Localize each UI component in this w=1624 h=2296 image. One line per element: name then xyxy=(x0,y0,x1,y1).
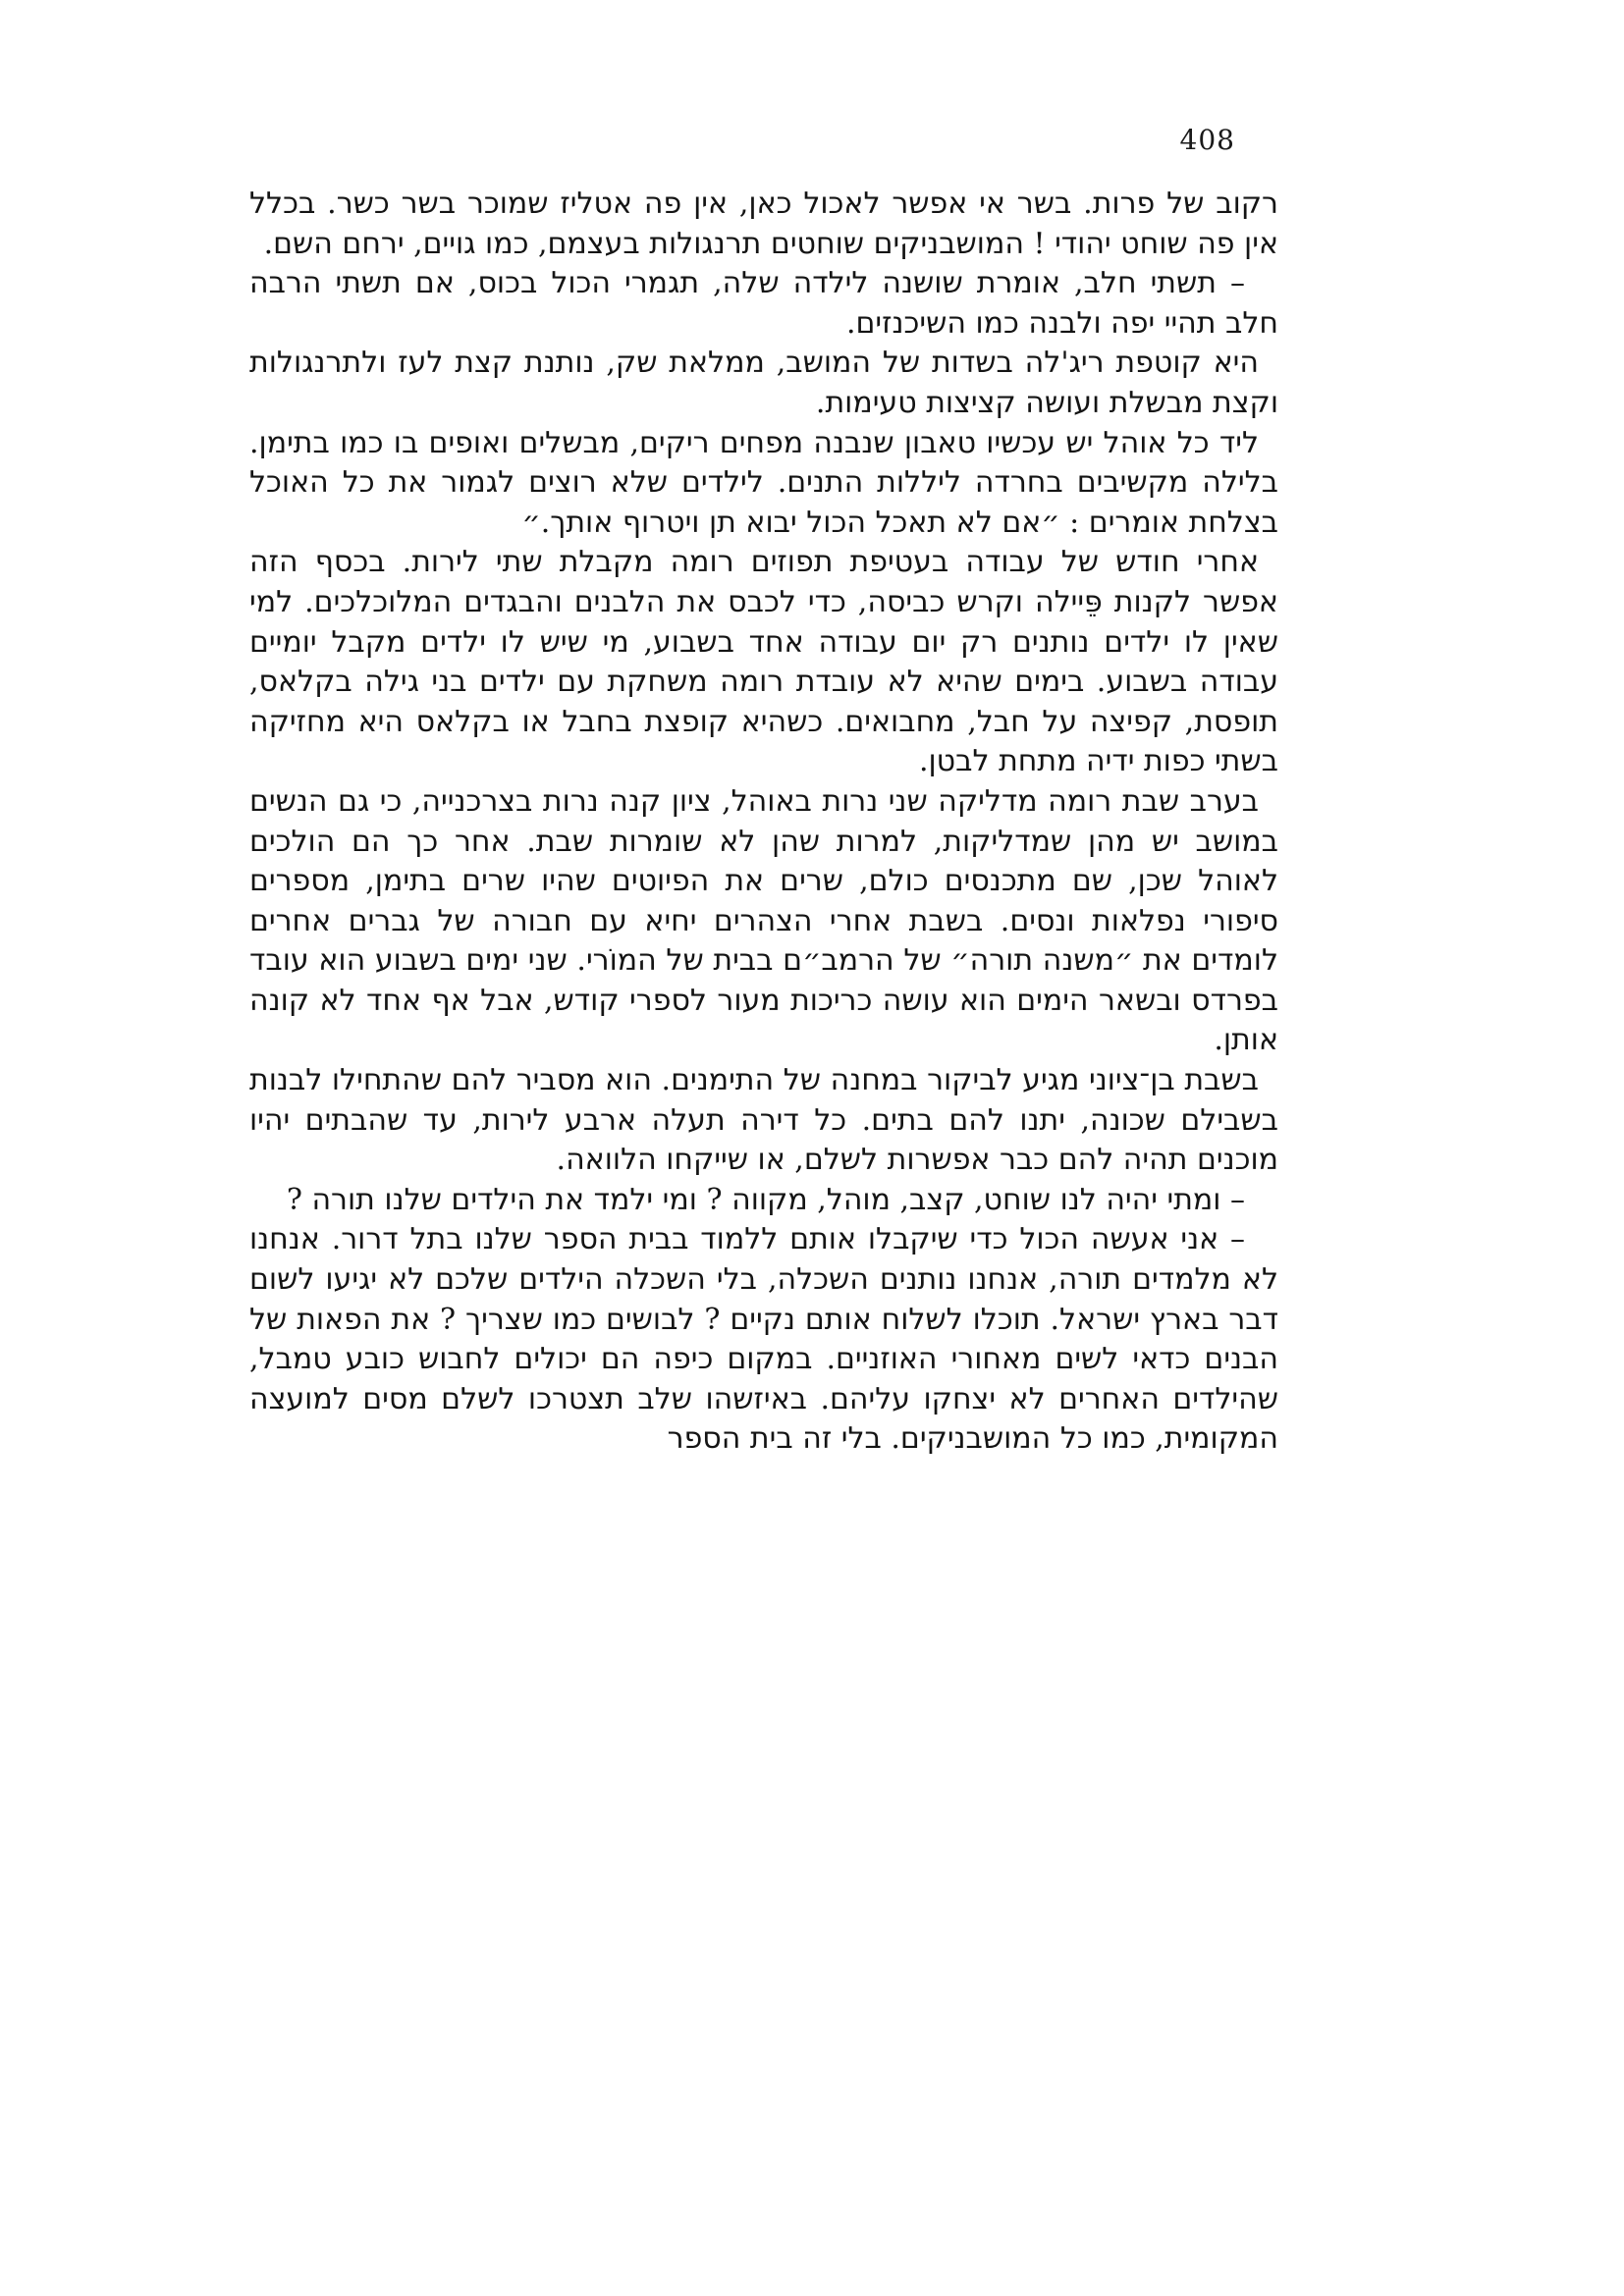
paragraph: אחרי חודש של עבודה בעטיפת תפוזים רומה מקבלת שתי לירות. בכסף הזה אפשר לקנות פֵּיילה וקרש כביסה, כדי לכבס את הלבנים והבגדים המלוכלכים. למי שאין לו ילדים נותנים רק יום עבודה אחד בשבוע, מי שיש לו ילדים מקבל יומיים עבודה בשבוע. בימים שהיא לא עובדת רומה משחקת עם ילדים בני גילה בקלאס, תופסת, קפיצה על חבל, מחבואים. כשהיא קופצת בחבל או בקלאס היא מחזיקה בשתי כפות ידיה מתחת לבטן. xyxy=(249,545,1278,779)
paragraph: – אני אעשה הכול כדי שיקבלו אותם ללמוד בבית הספר שלנו בתל דרור. אנחנו לא מלמדים תורה, אנחנו נותנים השכלה, בלי השכלה הילדים שלכם לא יגיעו לשום דבר בארץ ישראל. תוכלו לשלוח אותם נקיים ? לבושים כמו שצריך ? את הפאות של הבנים כדאי לשים מאחורי האוזניים. במקום כיפה הם יכולים לחבוש כובע טמבל, שהילדים האחרים לא יצחקו עליהם. באיזשהו שלב תצטרכו לשלם מסים למועצה המקומית, כמו כל המושבניקים. בלי זה בית הספר xyxy=(249,1222,1278,1457)
paragraph: רקוב של פרות. בשר אי אפשר לאכול כאן, אין פה אטליז שמוכר בשר כשר. בכלל אין פה שוחט יהודי ! המושבניקים שוחטים תרנגולות בעצמם, כמו גויים, ירחם השם. xyxy=(249,187,1278,261)
paragraph: בערב שבת רומה מדליקה שני נרות באוהל, ציון קנה נרות בצרכנייה, כי גם הנשים במושב יש מהן שמדליקות, למרות שהן לא שומרות שבת. אחר כך הם הולכים לאוהל שכן, שם מתכנסים כולם, שרים את הפיוטים שהיו שרים בתימן, מספרים סיפורי נפלאות ונסים. בשבת אחרי הצהרים יחיא עם חבורה של גברים אחרים לומדים את ״משנה תורה״ של הרמב״ם בבית של המוֹרי. שני ימים בשבוע הוא עובד בפרדס ובשאר הימים הוא עושה כריכות מעור לספרי קודש, אבל אף אחד לא קונה אותן. xyxy=(249,783,1278,1058)
paragraph: – ומתי יהיה לנו שוחט, קצב, מוהל, מקווה ? ומי ילמד את הילדים שלנו תורה ? xyxy=(286,1182,1245,1217)
paragraph: בשבת בן־ציוני מגיע לביקור במחנה של התימנים. הוא מסביר להם שהתחילו לבנות בשבילם שכונה, יתנו להם בתים. כל דירה תעלה ארבע לירות, עד שהבתים יהיו מוכנים תהיה להם כבר אפשרות לשלם, או שייקחו הלוואה. xyxy=(249,1063,1278,1178)
paragraph: היא קוטפת ריג'לה בשדות של המושב, ממלאת שק, נותנת קצת לעז ולתרנגולות וקצת מבשלת ועושה קציצות טעימות. xyxy=(249,346,1278,420)
paragraph: – תשתי חלב, אומרת שושנה לילדה שלה, תגמרי הכול בכוס, אם תשתי הרבה חלב תהיי יפה ולבנה כמו השיכנזים. xyxy=(249,266,1278,341)
page-number: 408 xyxy=(1179,124,1235,156)
paragraph: ליד כל אוהל יש עכשיו טאבון שנבנה מפחים ריקים, מבשלים ואופים בו כמו בתימן. בלילה מקשיבים בחרדה ליללות התנים. לילדים שלא רוצים לגמור את כל האוכל בצלחת אומרים : ״אם לא תאכל הכול יבוא תן ויטרוף אותך.״ xyxy=(249,425,1278,540)
text-block xyxy=(249,185,1278,1460)
